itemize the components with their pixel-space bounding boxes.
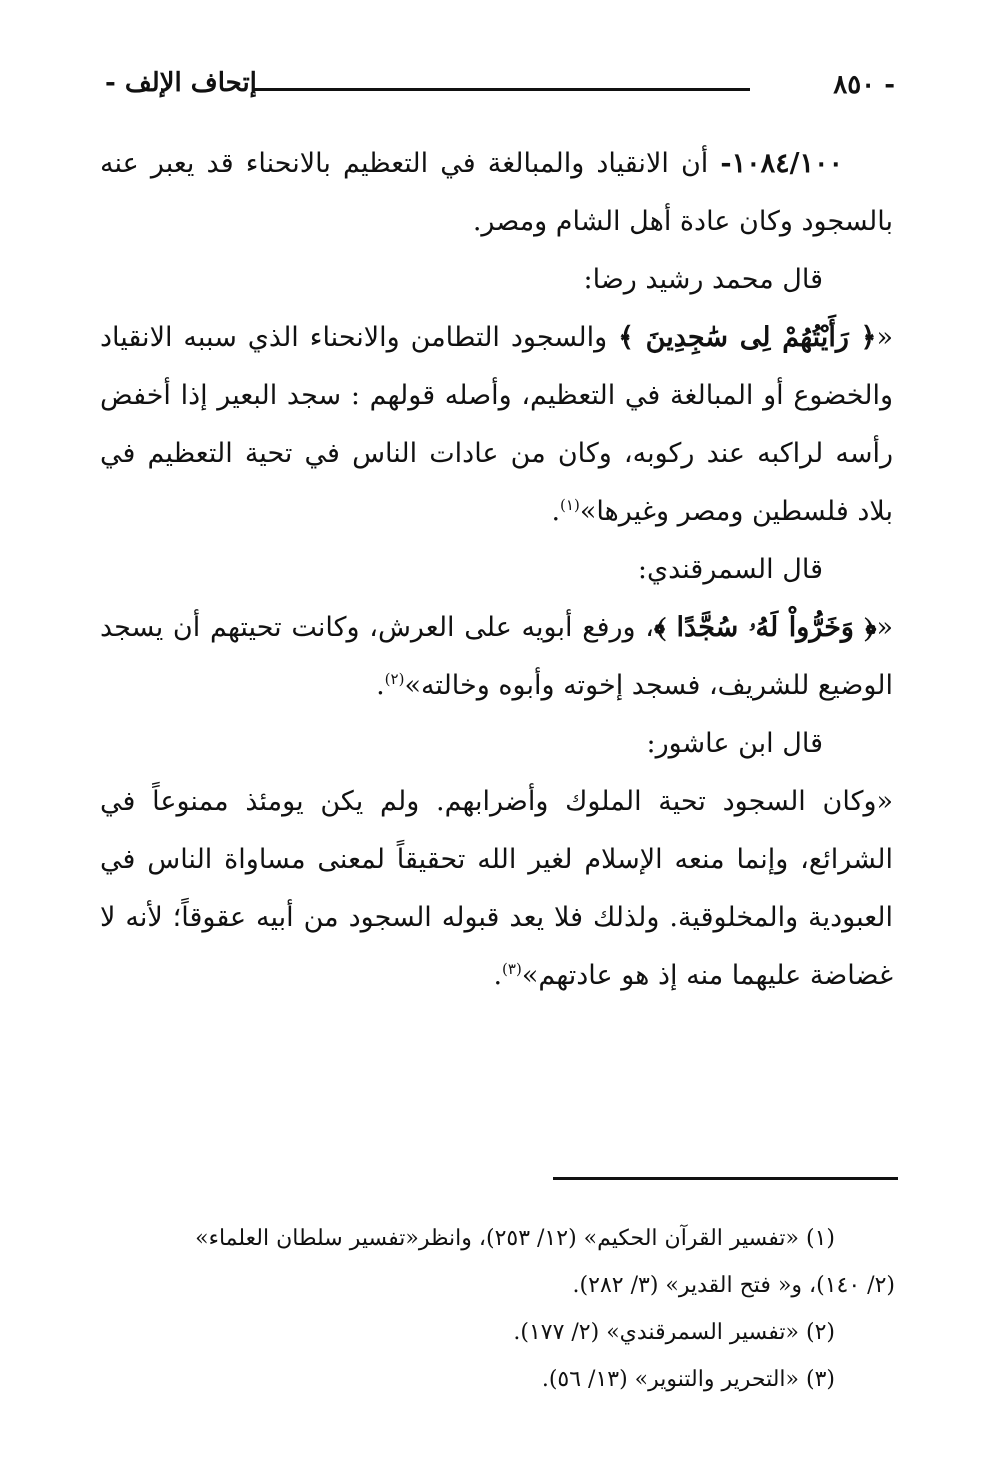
quran-verse: ﴿ وَخَرُّواْ لَهُۥ سُجَّدًا ﴾ [654, 612, 877, 643]
quote-text: ، ورفع أبويه على العرش، وكانت تحيتهم أن يسجد الوضيع للشريف، فسجد إخوته وأبوه وخالته» [100, 612, 893, 701]
attribution-rida: قال محمد رشيد رضا: [583, 264, 823, 295]
quote-end: . [493, 960, 503, 991]
quote-end: . [376, 670, 385, 701]
paragraph-number: ١٠٨٤/١٠٠- [720, 148, 843, 179]
footnote-ref-3: (٣) [502, 960, 522, 978]
footnote-ref-1: (١) [560, 496, 580, 514]
footnote-ref-2: (٢) [384, 670, 405, 688]
quote-end: . [551, 496, 561, 527]
footnote-separator [553, 1177, 898, 1180]
footnote-1: (١) «تفسير القرآن الحكيم» (١٢/ ٢٥٣)، وانظر«تفسير سلطان العلماء» [195, 1226, 835, 1251]
quote-text: والسجود التطامن والانحناء الذي سببه الانقياد والخضوع أو المبالغة في التعظيم، وأصله قولهم : سجد البعير إذا أخفض رأسه لراكبه عند ركوبه، وكان من عادات الناس في تحية التعظيم في بلاد فلسطين ومصر وغيرها» [100, 322, 893, 527]
paragraph-text: أن الانقياد والمبالغة في التعظيم بالانحناء قد يعبر عنه بالسجود وكان عادة أهل الشام ومصر. [100, 148, 893, 237]
header-rule [253, 88, 750, 91]
paragraph-1084 [100, 135, 893, 251]
quote-open: « [876, 322, 893, 353]
quote-text: «وكان السجود تحية الملوك وأضرابهم. ولم يكن يومئذ ممنوعاً في الشرائع، وإنما منعه الإسلام لغير الله تحقيقاً لمعنى مساواة الناس في العبودية والمخلوقية. ولذلك فلا يعد قبوله السجود من أبيه عقوقاً؛ لأنه لا غضاضة عليهما منه إذ هو عادتهم» [100, 786, 893, 991]
attribution-ibn-ashur: قال ابن عاشور: [646, 728, 823, 759]
footnote-2: (٢) «تفسير السمرقندي» (٢/ ١٧٧). [513, 1320, 835, 1345]
quran-verse: ﴿ رَأَيْتُهُمْ لِى سَٰجِدِينَ ﴾ [618, 322, 877, 353]
attribution-samarqandi: قال السمرقندي: [637, 554, 823, 585]
quote-samarqandi [100, 599, 893, 715]
page-number: - ٨٥٠ [833, 70, 895, 100]
footnotes [100, 1215, 895, 1403]
footnote-1-continuation: (٢/ ١٤٠)، و« فتح القدير» (٣/ ٢٨٢). [572, 1273, 895, 1298]
running-title: إتحاف الإلف - [105, 68, 257, 98]
quote-open: « [876, 612, 893, 643]
quote-rida [100, 309, 893, 541]
main-text [100, 135, 893, 1005]
page-header [105, 68, 895, 108]
quote-ibn-ashur [100, 773, 893, 1005]
footnote-3: (٣) «التحرير والتنوير» (١٣/ ٥٦). [541, 1367, 835, 1392]
